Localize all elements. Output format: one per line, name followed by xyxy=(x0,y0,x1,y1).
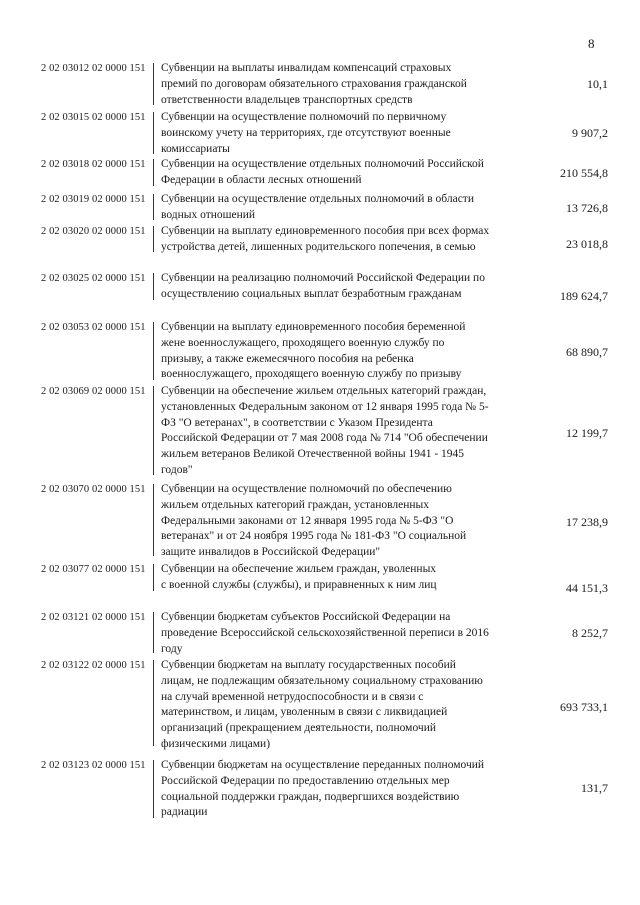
budget-code: 2 02 03121 02 0000 151 xyxy=(41,612,146,623)
row-amount: 68 890,7 xyxy=(566,345,608,359)
row-description: Субвенции бюджетам на осуществление переданных полномочий Российской Федерации по предоставлению отдельных мер социальной поддержки граждан, подвергшихся воздействию радиации xyxy=(161,759,485,819)
column-divider xyxy=(153,484,154,556)
row-description: Субвенции на выплаты инвалидам компенсаций страховых премий по договорам обязательного страхования гражданской ответственности владельцев транспортных средств xyxy=(161,62,467,106)
column-divider xyxy=(153,760,154,818)
row-amount: 693 733,1 xyxy=(560,700,608,714)
budget-code: 2 02 03077 02 0000 151 xyxy=(41,564,146,575)
row-description: Субвенции на выплату единовременного пособия беременной жене военнослужащего, проходящего военную службу по призыву, а также ежемесячного пособия на ребенка военнослужащего, проходящего военную службу по призыву xyxy=(161,321,466,381)
row-description: Субвенции на осуществление отдельных полномочий Российской Федерации в области лесных отношений xyxy=(161,158,484,186)
column-divider xyxy=(153,564,154,591)
row-amount: 189 624,7 xyxy=(560,289,608,303)
row-amount: 131,7 xyxy=(581,781,608,795)
row-amount: 17 238,9 xyxy=(566,515,608,529)
budget-code: 2 02 03025 02 0000 151 xyxy=(41,273,146,284)
budget-code: 2 02 03123 02 0000 151 xyxy=(41,760,146,771)
row-amount: 8 252,7 xyxy=(572,626,608,640)
row-description: Субвенции бюджетам субъектов Российской Федерации на проведение Всероссийской сельскохозяйственной переписи в 2016 году xyxy=(161,611,489,655)
row-amount: 210 554,8 xyxy=(560,166,608,180)
budget-code: 2 02 03053 02 0000 151 xyxy=(41,322,146,333)
column-divider xyxy=(153,322,154,380)
budget-code: 2 02 03012 02 0000 151 xyxy=(41,63,146,74)
row-description: Субвенции на обеспечение жильем отдельных категорий граждан, установленных Федеральным законом от 12 января 1995 года № 5- ФЗ "О ветеранах", в соответствии с Указом Президента Российской Федерации от 7 мая 2008 года № 714 "Об обеспечении жильем ветеранов Великой Отечественной войны 1941 - 1945 годов" xyxy=(161,385,489,476)
row-description: Субвенции бюджетам на выплату государственных пособий лицам, не подлежащим обязательному социальному страхованию на случай временной нетрудоспособности и в связи с материнством, и лицам, уволенным в связи с ликвидацией организаций (прекращением деятельности, полномочий физическими лицами) xyxy=(161,659,483,750)
row-amount: 44 151,3 xyxy=(566,581,608,595)
row-amount: 23 018,8 xyxy=(566,237,608,251)
row-description: Субвенции на обеспечение жильем граждан, уволенных с военной службы (службы), и приравненных к ним лиц xyxy=(161,563,437,591)
row-amount: 9 907,2 xyxy=(572,126,608,140)
column-divider xyxy=(153,660,154,746)
row-amount: 13 726,8 xyxy=(566,201,608,215)
column-divider xyxy=(153,273,154,300)
budget-code: 2 02 03020 02 0000 151 xyxy=(41,226,146,237)
column-divider xyxy=(153,386,154,475)
row-description: Субвенции на осуществление полномочий по обеспечению жильем отдельных категорий граждан, установленных Федеральными законами от 12 января 1995 года № 5-ФЗ "О ветеранах" и от 24 ноября 1995 года № 181-ФЗ "О социальной защите инвалидов в Российской Федерации" xyxy=(161,483,467,559)
budget-code: 2 02 03069 02 0000 151 xyxy=(41,386,146,397)
budget-code: 2 02 03122 02 0000 151 xyxy=(41,660,146,671)
column-divider xyxy=(153,226,154,252)
row-description: Субвенции на выплату единовременного пособия при всех формах устройства детей, лишенных родительского попечения, в семью xyxy=(161,225,490,253)
row-description: Субвенции на реализацию полномочий Российской Федерации по осуществлению социальных выплат безработным гражданам xyxy=(161,272,485,300)
column-divider xyxy=(153,112,154,154)
page-number: 8 xyxy=(588,36,595,51)
budget-code: 2 02 03015 02 0000 151 xyxy=(41,112,146,123)
column-divider xyxy=(153,612,154,653)
row-amount: 12 199,7 xyxy=(566,426,608,440)
row-description: Субвенции на осуществление полномочий по первичному воинскому учету на территориях, где отсутствуют военные комиссариаты xyxy=(161,111,451,155)
budget-code: 2 02 03019 02 0000 151 xyxy=(41,194,146,205)
budget-code: 2 02 03070 02 0000 151 xyxy=(41,484,146,495)
column-divider xyxy=(153,194,154,220)
row-amount: 10,1 xyxy=(587,77,608,91)
column-divider xyxy=(153,63,154,105)
column-divider xyxy=(153,159,154,186)
budget-code: 2 02 03018 02 0000 151 xyxy=(41,159,146,170)
row-description: Субвенции на осуществление отдельных полномочий в области водных отношений xyxy=(161,193,474,221)
